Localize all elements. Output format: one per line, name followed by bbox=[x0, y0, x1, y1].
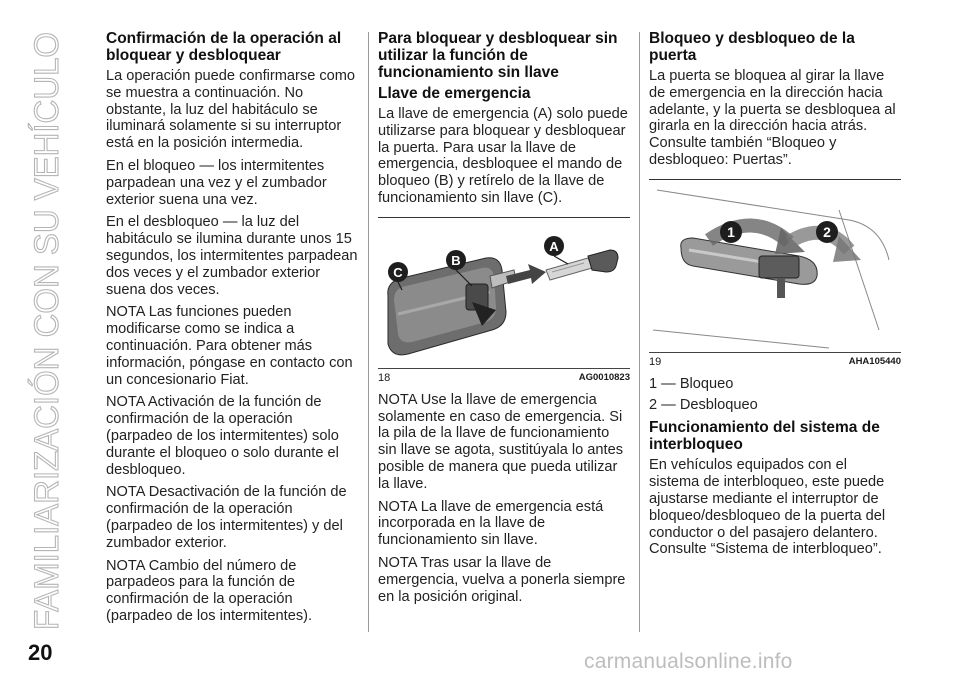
figure-number: 19 bbox=[649, 355, 662, 368]
section-heading: Funcionamiento del sistema de interbloqueo bbox=[649, 419, 880, 454]
section-heading: Confirmación de la operación al bloquear y desbloquear bbox=[106, 30, 342, 64]
section-heading: Bloqueo y desbloqueo de la puerta bbox=[649, 30, 855, 64]
paragraph: La llave de emergencia (A) solo puede utilizarse para bloquear y desbloquear la puerta. Para usar la llave de emergencia, desbloquee el mando de bloqueo (B) y retírelo de la llave de funcionamiento sin llave (C). bbox=[378, 106, 628, 206]
legend-item: 1 — Bloqueo bbox=[649, 375, 734, 392]
watermark-text: carmanualsonline.info bbox=[584, 650, 793, 673]
column-divider bbox=[639, 32, 640, 632]
paragraph: La operación puede confirmarse como se muestra a continuación. No obstante, la luz del habitáculo se iluminará solamente si su interruptor está en la posición intermedia. bbox=[106, 68, 356, 152]
note-paragraph: NOTA Cambio del número de parpadeos para la función de confirmación de la operación (parpadeo de los intermitentes). bbox=[106, 557, 313, 624]
note-paragraph: NOTA La llave de emergencia está incorporada en la llave de funcionamiento sin llave. bbox=[378, 498, 604, 549]
figure-door-lock bbox=[649, 179, 901, 368]
column-3 bbox=[649, 30, 901, 564]
note-paragraph: NOTA Activación de la función de confirmación de la operación (parpadeo de los intermitentes) solo durante el bloqueo o solo durante el desbloqueo. bbox=[106, 394, 339, 478]
figure-code: AHA105440 bbox=[848, 356, 901, 368]
emergency-key-illustration bbox=[378, 218, 630, 368]
paragraph: La puerta se bloquea al girar la llave de emergencia en la dirección hacia adelante, y la puerta se desbloquea al girarla en la dirección hacia atrás. Consulte también “Bloqueo y desbloqueo: Puertas”. bbox=[649, 68, 896, 168]
column-1 bbox=[106, 30, 358, 631]
paragraph: En el desbloqueo — la luz del habitáculo se ilumina durante unos 15 segundos, los intermitentes parpadean dos veces y el zumbador exterior suena dos veces. bbox=[106, 214, 358, 298]
figure-code: AG0010823 bbox=[578, 372, 630, 384]
column-2 bbox=[378, 30, 630, 611]
paragraph: En vehículos equipados con el sistema de interbloqueo, este puede ajustarse mediante el interruptor de bloqueo/desbloqueo de la puerta del conductor o del pasajero delantero. Consulte “Sistema de interbloqueo”. bbox=[649, 457, 886, 558]
column-divider bbox=[368, 32, 369, 632]
note-paragraph: NOTA Desactivación de la función de confirmación de la operación (parpadeo de los intermitentes) y del zumbador exterior. bbox=[106, 484, 347, 551]
section-heading: Para bloquear y desbloquear sin utilizar la función de funcionamiento sin llave bbox=[378, 30, 618, 81]
label-a: A bbox=[549, 238, 559, 254]
door-lock-illustration bbox=[649, 180, 901, 352]
figure-emergency-key bbox=[378, 217, 630, 384]
note-paragraph: NOTA Use la llave de emergencia solamente en caso de emergencia. Si la pila de la llave de funcionamiento sin llave se agota, sustitúyala lo antes posible de manera que pueda utilizar la llave. bbox=[378, 391, 623, 492]
label-c: C bbox=[393, 264, 403, 280]
label-2: 2 bbox=[823, 223, 831, 240]
subsection-heading: Llave de emergencia bbox=[378, 85, 531, 102]
paragraph: En el bloqueo — los intermitentes parpadean una vez y el zumbador exterior suena una vez. bbox=[106, 157, 327, 208]
figure-number: 18 bbox=[378, 371, 391, 384]
legend-item: 2 — Desbloqueo bbox=[649, 396, 758, 413]
label-1: 1 bbox=[727, 223, 735, 240]
note-paragraph: NOTA Las funciones pueden modificarse como se indica a continuación. Para obtener más información, póngase en contacto con un concesionario Fiat. bbox=[106, 304, 353, 388]
section-title-vertical bbox=[16, 24, 68, 634]
label-b: B bbox=[451, 252, 461, 268]
note-paragraph: NOTA Tras usar la llave de emergencia, vuelva a ponerla siempre en la posición original. bbox=[378, 554, 626, 605]
section-title-text: FAMILIARIZACIÓN CON SU VEHÍCULO bbox=[28, 24, 66, 630]
page-number: 20 bbox=[28, 640, 53, 665]
